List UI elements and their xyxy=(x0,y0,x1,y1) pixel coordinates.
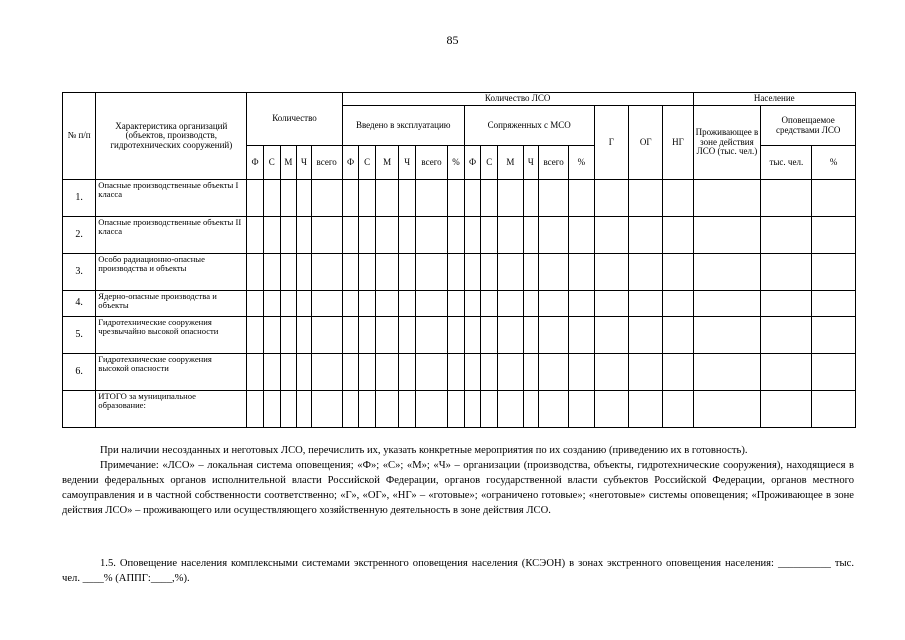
empty-cell[interactable] xyxy=(342,291,359,317)
empty-cell[interactable] xyxy=(693,180,761,217)
header-qty-ch: Ч xyxy=(297,146,311,180)
lso-table xyxy=(62,92,856,428)
empty-cell[interactable] xyxy=(359,391,376,428)
empty-cell[interactable] xyxy=(693,317,761,354)
empty-cell[interactable] xyxy=(464,254,481,291)
empty-cell[interactable] xyxy=(629,254,663,291)
empty-cell[interactable] xyxy=(311,217,342,254)
row-number: 4. xyxy=(63,291,96,317)
row-label: Особо радиационно-опасные производства и объекты xyxy=(96,254,247,291)
empty-cell[interactable] xyxy=(812,354,856,391)
table-row xyxy=(63,317,856,354)
header-qty-m: М xyxy=(280,146,297,180)
empty-cell[interactable] xyxy=(569,180,595,217)
row-label: Гидротехнические сооружения высокой опасности xyxy=(96,354,247,391)
empty-cell[interactable] xyxy=(311,254,342,291)
empty-cell[interactable] xyxy=(663,317,693,354)
empty-cell[interactable] xyxy=(311,291,342,317)
empty-cell[interactable] xyxy=(464,291,481,317)
empty-cell[interactable] xyxy=(498,217,524,254)
empty-cell[interactable] xyxy=(376,354,399,391)
empty-cell[interactable] xyxy=(569,254,595,291)
empty-cell[interactable] xyxy=(359,354,376,391)
empty-cell[interactable] xyxy=(539,391,569,428)
empty-cell[interactable] xyxy=(311,317,342,354)
empty-cell[interactable] xyxy=(629,317,663,354)
row-label: ИТОГО за муниципальное образование: xyxy=(96,391,247,428)
empty-cell[interactable] xyxy=(297,291,311,317)
empty-cell[interactable] xyxy=(415,317,447,354)
header-og: ОГ xyxy=(629,106,663,180)
empty-cell[interactable] xyxy=(280,217,297,254)
empty-cell[interactable] xyxy=(311,180,342,217)
empty-cell[interactable] xyxy=(569,317,595,354)
empty-cell[interactable] xyxy=(359,317,376,354)
header-op-total: всего xyxy=(415,146,447,180)
empty-cell[interactable] xyxy=(539,217,569,254)
empty-cell[interactable] xyxy=(448,317,465,354)
row-label: Опасные производственные объекты II класса xyxy=(96,217,247,254)
table-row xyxy=(63,391,856,428)
empty-cell[interactable] xyxy=(481,180,498,217)
table-row xyxy=(63,291,856,317)
empty-cell[interactable] xyxy=(247,217,264,254)
empty-cell[interactable] xyxy=(594,391,628,428)
empty-cell[interactable] xyxy=(247,354,264,391)
empty-cell[interactable] xyxy=(464,317,481,354)
empty-cell[interactable] xyxy=(376,254,399,291)
empty-cell[interactable] xyxy=(376,291,399,317)
empty-cell[interactable] xyxy=(498,291,524,317)
empty-cell[interactable] xyxy=(594,180,628,217)
table-row xyxy=(63,180,856,217)
row-number xyxy=(63,391,96,428)
empty-cell[interactable] xyxy=(569,391,595,428)
empty-cell[interactable] xyxy=(247,391,264,428)
header-in-operation: Введено в эксплуатацию xyxy=(342,106,464,146)
empty-cell[interactable] xyxy=(539,291,569,317)
empty-cell[interactable] xyxy=(594,291,628,317)
row-number: 6. xyxy=(63,354,96,391)
header-mso-s: С xyxy=(481,146,498,180)
empty-cell[interactable] xyxy=(342,254,359,291)
empty-cell[interactable] xyxy=(297,180,311,217)
empty-cell[interactable] xyxy=(297,254,311,291)
table-row xyxy=(63,354,856,391)
empty-cell[interactable] xyxy=(523,217,539,254)
empty-cell[interactable] xyxy=(693,391,761,428)
empty-cell[interactable] xyxy=(481,354,498,391)
empty-cell[interactable] xyxy=(376,217,399,254)
empty-cell[interactable] xyxy=(342,180,359,217)
empty-cell[interactable] xyxy=(629,291,663,317)
empty-cell[interactable] xyxy=(448,217,465,254)
empty-cell[interactable] xyxy=(399,180,416,217)
empty-cell[interactable] xyxy=(539,254,569,291)
empty-cell[interactable] xyxy=(629,391,663,428)
empty-cell[interactable] xyxy=(464,180,481,217)
empty-cell[interactable] xyxy=(464,217,481,254)
empty-cell[interactable] xyxy=(247,317,264,354)
empty-cell[interactable] xyxy=(812,254,856,291)
empty-cell[interactable] xyxy=(297,317,311,354)
empty-cell[interactable] xyxy=(663,180,693,217)
empty-cell[interactable] xyxy=(761,354,812,391)
empty-cell[interactable] xyxy=(342,391,359,428)
paragraph-unfinished-lso: При наличии несозданных и неготовых ЛСО, перечислить их, указать конкретные мероприятия по их созданию (приведению их в готовность). xyxy=(100,445,748,456)
empty-cell[interactable] xyxy=(481,217,498,254)
empty-cell[interactable] xyxy=(399,354,416,391)
header-characteristic: Характеристика организаций (объектов, производств, гидротехнических сооружений) xyxy=(96,93,247,180)
empty-cell[interactable] xyxy=(693,217,761,254)
empty-cell[interactable] xyxy=(376,317,399,354)
page-number: 85 xyxy=(446,33,459,47)
empty-cell[interactable] xyxy=(399,391,416,428)
empty-cell[interactable] xyxy=(247,254,264,291)
empty-cell[interactable] xyxy=(569,217,595,254)
empty-cell[interactable] xyxy=(376,391,399,428)
empty-cell[interactable] xyxy=(263,291,280,317)
empty-cell[interactable] xyxy=(523,254,539,291)
empty-cell[interactable] xyxy=(498,317,524,354)
header-mso-m: М xyxy=(498,146,524,180)
empty-cell[interactable] xyxy=(569,354,595,391)
empty-cell[interactable] xyxy=(663,217,693,254)
empty-cell[interactable] xyxy=(280,180,297,217)
empty-cell[interactable] xyxy=(523,391,539,428)
header-g: Г xyxy=(594,106,628,180)
empty-cell[interactable] xyxy=(498,354,524,391)
empty-cell[interactable] xyxy=(761,254,812,291)
row-number: 5. xyxy=(63,317,96,354)
empty-cell[interactable] xyxy=(594,354,628,391)
empty-cell[interactable] xyxy=(415,354,447,391)
header-population: Население xyxy=(693,93,855,106)
empty-cell[interactable] xyxy=(280,254,297,291)
empty-cell[interactable] xyxy=(280,391,297,428)
empty-cell[interactable] xyxy=(663,354,693,391)
empty-cell[interactable] xyxy=(539,354,569,391)
empty-cell[interactable] xyxy=(629,217,663,254)
row-number: 2. xyxy=(63,217,96,254)
header-mso-ch: Ч xyxy=(523,146,539,180)
empty-cell[interactable] xyxy=(812,291,856,317)
header-num: № п/п xyxy=(63,93,96,180)
header-quantity: Количество xyxy=(247,93,342,146)
empty-cell[interactable] xyxy=(342,317,359,354)
empty-cell[interactable] xyxy=(594,217,628,254)
lso-table-wrapper xyxy=(62,92,856,428)
header-op-percent: % xyxy=(448,146,465,180)
empty-cell[interactable] xyxy=(399,254,416,291)
empty-cell[interactable] xyxy=(448,180,465,217)
header-qty-f: Ф xyxy=(247,146,264,180)
row-number: 1. xyxy=(63,180,96,217)
empty-cell[interactable] xyxy=(280,317,297,354)
empty-cell[interactable] xyxy=(415,180,447,217)
empty-cell[interactable] xyxy=(663,391,693,428)
empty-cell[interactable] xyxy=(280,354,297,391)
empty-cell[interactable] xyxy=(523,291,539,317)
empty-cell[interactable] xyxy=(761,217,812,254)
empty-cell[interactable] xyxy=(448,254,465,291)
empty-cell[interactable] xyxy=(263,354,280,391)
empty-cell[interactable] xyxy=(523,180,539,217)
header-thousand-people: тыс. чел. xyxy=(761,146,812,180)
empty-cell[interactable] xyxy=(359,254,376,291)
empty-cell[interactable] xyxy=(464,354,481,391)
empty-cell[interactable] xyxy=(415,391,447,428)
header-living-in-zone: Проживающее в зоне действия ЛСО (тыс. чел.) xyxy=(693,106,761,180)
paragraph-note: Примечание: «ЛСО» – локальная система оповещения; «Ф»; «С»; «М»; «Ч» – организации (производства, объекты, гидротехнические сооружения), находящиеся в ведении федеральных органов исполнительной власти Российской Федерации, органов государственной власти субъектов Российской Федерации, органов местного самоуправления и в частной собственности соответственно; «Г», «ОГ», «НГ» – «готовые»; «ограничено готовые»; «неготовые» системы оповещения; «Проживающее в зоне действия ЛСО» – проживающего или осуществляющего хозяйственную деятельность в зоне действия ЛСО. xyxy=(62,460,854,516)
header-linked-mso: Сопряженных с МСО xyxy=(464,106,594,146)
empty-cell[interactable] xyxy=(539,317,569,354)
empty-cell[interactable] xyxy=(297,354,311,391)
empty-cell[interactable] xyxy=(761,180,812,217)
empty-cell[interactable] xyxy=(693,254,761,291)
empty-cell[interactable] xyxy=(448,291,465,317)
empty-cell[interactable] xyxy=(311,354,342,391)
empty-cell[interactable] xyxy=(761,291,812,317)
header-qty-s: С xyxy=(263,146,280,180)
empty-cell[interactable] xyxy=(498,254,524,291)
header-op-ch: Ч xyxy=(399,146,416,180)
empty-cell[interactable] xyxy=(481,291,498,317)
header-mso-total: всего xyxy=(539,146,569,180)
empty-cell[interactable] xyxy=(812,317,856,354)
empty-cell[interactable] xyxy=(415,217,447,254)
empty-cell[interactable] xyxy=(481,254,498,291)
row-label: Ядерно-опасные производства и объекты xyxy=(96,291,247,317)
empty-cell[interactable] xyxy=(663,291,693,317)
empty-cell[interactable] xyxy=(629,354,663,391)
empty-cell[interactable] xyxy=(539,180,569,217)
empty-cell[interactable] xyxy=(629,180,663,217)
empty-cell[interactable] xyxy=(498,180,524,217)
empty-cell[interactable] xyxy=(415,291,447,317)
header-lso-count: Количество ЛСО xyxy=(342,93,693,106)
empty-cell[interactable] xyxy=(523,317,539,354)
empty-cell[interactable] xyxy=(247,180,264,217)
row-number: 3. xyxy=(63,254,96,291)
header-mso-percent: % xyxy=(569,146,595,180)
table-row xyxy=(63,217,856,254)
empty-cell[interactable] xyxy=(761,317,812,354)
empty-cell[interactable] xyxy=(359,217,376,254)
empty-cell[interactable] xyxy=(693,354,761,391)
header-op-s: С xyxy=(359,146,376,180)
empty-cell[interactable] xyxy=(693,291,761,317)
table-body xyxy=(63,180,856,428)
empty-cell[interactable] xyxy=(569,291,595,317)
empty-cell[interactable] xyxy=(761,391,812,428)
empty-cell[interactable] xyxy=(263,391,280,428)
empty-cell[interactable] xyxy=(812,217,856,254)
empty-cell[interactable] xyxy=(448,391,465,428)
empty-cell[interactable] xyxy=(481,391,498,428)
empty-cell[interactable] xyxy=(812,391,856,428)
empty-cell[interactable] xyxy=(415,254,447,291)
header-qty-total: всего xyxy=(311,146,342,180)
header-ng: НГ xyxy=(663,106,693,180)
empty-cell[interactable] xyxy=(342,354,359,391)
empty-cell[interactable] xyxy=(594,317,628,354)
header-op-f: Ф xyxy=(342,146,359,180)
empty-cell[interactable] xyxy=(399,217,416,254)
empty-cell[interactable] xyxy=(399,291,416,317)
empty-cell[interactable] xyxy=(263,317,280,354)
header-notified-percent: % xyxy=(812,146,856,180)
empty-cell[interactable] xyxy=(263,180,280,217)
header-mso-f: Ф xyxy=(464,146,481,180)
row-label: Гидротехнические сооружения чрезвычайно высокой опасности xyxy=(96,317,247,354)
empty-cell[interactable] xyxy=(263,254,280,291)
empty-cell[interactable] xyxy=(280,291,297,317)
empty-cell[interactable] xyxy=(342,217,359,254)
empty-cell[interactable] xyxy=(399,317,416,354)
empty-cell[interactable] xyxy=(263,217,280,254)
empty-cell[interactable] xyxy=(448,354,465,391)
empty-cell[interactable] xyxy=(812,180,856,217)
empty-cell[interactable] xyxy=(359,291,376,317)
empty-cell[interactable] xyxy=(247,291,264,317)
empty-cell[interactable] xyxy=(297,217,311,254)
notes-block xyxy=(62,443,854,518)
empty-cell[interactable] xyxy=(523,354,539,391)
header-op-m: М xyxy=(376,146,399,180)
section-block xyxy=(62,556,854,586)
empty-cell[interactable] xyxy=(359,180,376,217)
row-label: Опасные производственные объекты I класса xyxy=(96,180,247,217)
empty-cell[interactable] xyxy=(297,391,311,428)
paragraph-kseon: 1.5. Оповещение населения комплексными системами экстренного оповещения населения (КСЭОН) в зонах экстренного оповещения населения: __________ тыс. чел. ____% (АППГ:____,%). xyxy=(62,558,854,584)
empty-cell[interactable] xyxy=(663,254,693,291)
table-row xyxy=(63,254,856,291)
empty-cell[interactable] xyxy=(311,391,342,428)
empty-cell[interactable] xyxy=(376,180,399,217)
empty-cell[interactable] xyxy=(481,317,498,354)
empty-cell[interactable] xyxy=(594,254,628,291)
header-notified-by-lso: Оповещаемое средствами ЛСО xyxy=(761,106,856,146)
empty-cell[interactable] xyxy=(498,391,524,428)
empty-cell[interactable] xyxy=(464,391,481,428)
